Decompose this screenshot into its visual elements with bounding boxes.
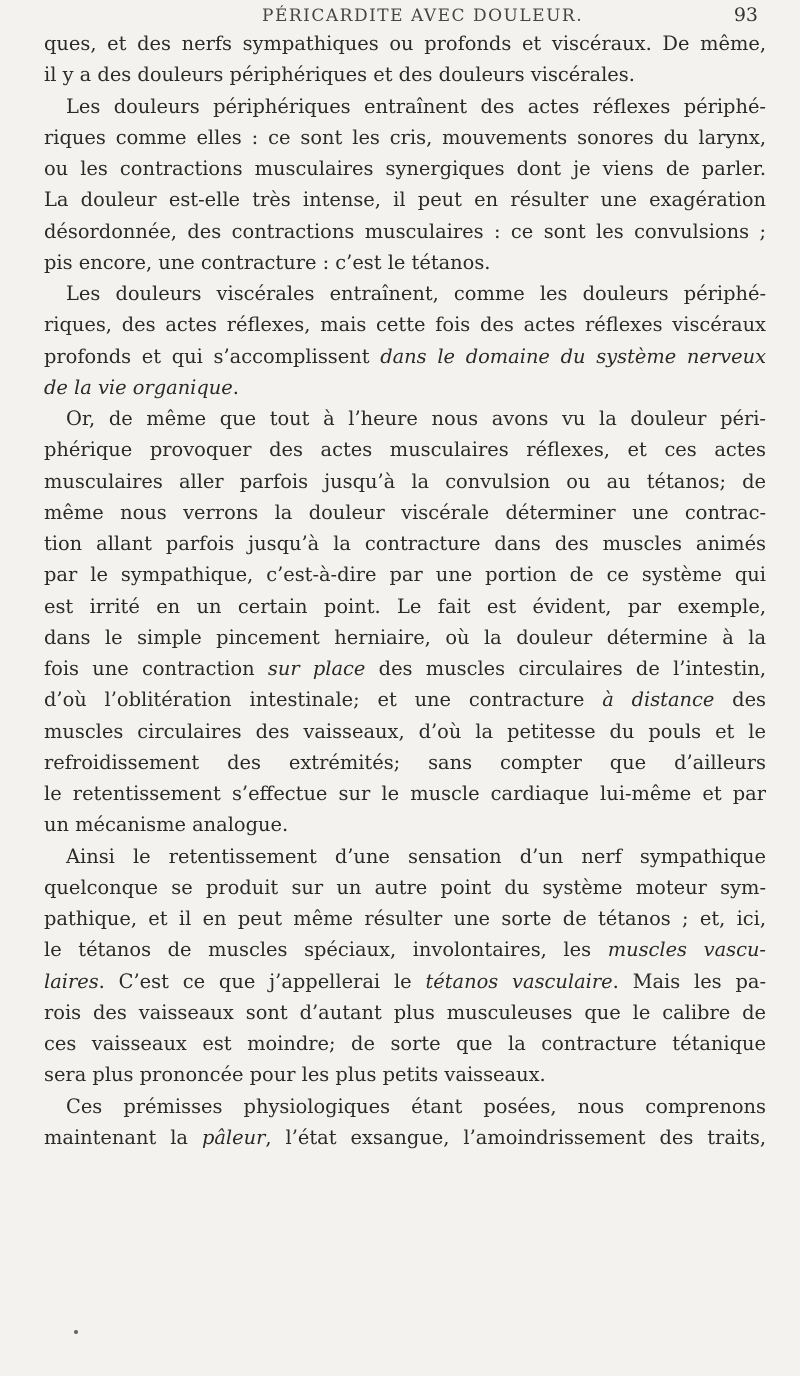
text-line [44, 341, 766, 372]
running-title: PÉRICARDITE AVEC DOULEUR. [262, 6, 584, 26]
text-segment: La douleur est-elle très intense, il peut en résulter une exagération [44, 188, 766, 212]
text-segment: Les douleurs périphériques entraînent des actes réflexes périphé- [66, 94, 766, 118]
italic-text: de la vie organique [44, 375, 233, 399]
text-segment: désordonnée, des contractions musculaires : ce sont les convulsions ; [44, 219, 766, 243]
text-line [44, 466, 766, 497]
text-segment: musculaires aller parfois jusqu’à la convulsion ou au tétanos; de [44, 469, 766, 493]
text-line [44, 653, 766, 684]
text-segment: le tétanos de muscles spéciaux, involontaires, les [44, 938, 608, 962]
text-line [44, 716, 766, 747]
text-segment: rois des vaisseaux sont d’autant plus musculeuses que le calibre de [44, 1000, 766, 1024]
text-line [44, 59, 766, 90]
page-number: 93 [733, 4, 758, 26]
text-segment: est irrité en un certain point. Le fait est évident, par exemple, [44, 594, 766, 618]
text-line [44, 559, 766, 590]
text-line [44, 1122, 766, 1153]
text-line [44, 1091, 766, 1122]
text-line [44, 903, 766, 934]
text-line [44, 184, 766, 215]
text-segment: ou les contractions musculaires synergiques dont je viens de parler. [44, 157, 766, 180]
text-line [44, 528, 766, 559]
text-segment: maintenant la [44, 1125, 202, 1149]
text-line [44, 747, 766, 778]
text-line [44, 997, 766, 1028]
text-segment: Or, de même que tout à l’heure nous avons vu la douleur péri- [66, 407, 766, 430]
text-segment: sera plus prononcée pour les plus petits vaisseaux. [44, 1063, 546, 1087]
text-line [44, 778, 766, 809]
text-segment: par le sympathique, c’est-à-dire par une portion de ce système qui [44, 563, 766, 587]
text-segment: fois une contraction [44, 657, 268, 680]
text-line [44, 1059, 766, 1090]
text-line [44, 591, 766, 622]
text-segment: des [714, 688, 766, 712]
text-segment: Les douleurs viscérales entraînent, comme les douleurs périphé- [66, 282, 766, 305]
text-segment: , l’état exsangue, l’amoindrissement des traits, [265, 1125, 766, 1149]
text-line [44, 28, 766, 59]
ink-speck [74, 1330, 78, 1334]
text-line [44, 153, 766, 184]
text-segment: refroidissement des extrémités; sans compter que d’ailleurs [44, 750, 766, 774]
text-segment: ces vaisseaux est moindre; de sorte que la contracture tétanique [44, 1032, 766, 1055]
italic-text: sur place [267, 657, 366, 680]
text-line [44, 841, 766, 872]
text-line [44, 684, 766, 715]
italic-text: tétanos vasculaire [425, 969, 613, 993]
text-segment: Ces prémisses physiologiques étant posées, nous comprenons [66, 1094, 766, 1118]
text-segment: dans le simple pincement herniaire, où la douleur détermine à la [44, 625, 766, 649]
text-line [44, 247, 766, 278]
text-segment: des muscles circulaires de l’intestin, [365, 657, 766, 680]
text-line [44, 122, 766, 153]
text-segment: riques, des actes réflexes, mais cette fois des actes réflexes viscéraux [44, 313, 766, 337]
text-segment: . [232, 375, 239, 399]
text-line [44, 966, 766, 997]
text-line [44, 403, 766, 434]
body-text [44, 28, 766, 1153]
text-segment: pathique, et il en peut même résulter une sorte de tétanos ; et, ici, [44, 907, 766, 930]
italic-text: dans le domaine du système nerveux [380, 344, 767, 368]
text-line [44, 622, 766, 653]
text-line [44, 216, 766, 247]
italic-text: laires [44, 969, 99, 993]
text-segment: même nous verrons la douleur viscérale déterminer une contrac- [44, 500, 766, 524]
text-line [44, 872, 766, 903]
text-segment: ques, et des nerfs sympathiques ou profonds et viscéraux. De même, [44, 32, 766, 55]
text-line [44, 372, 766, 403]
text-segment: le retentissement s’effectue sur le muscle cardiaque lui-même et par [44, 782, 766, 805]
text-line [44, 497, 766, 528]
text-line [44, 309, 766, 340]
text-segment: d’où l’oblitération intestinale; et une contracture [44, 688, 603, 712]
italic-text: pâleur [201, 1125, 266, 1149]
text-line [44, 934, 766, 965]
running-head [0, 2, 800, 30]
text-line [44, 809, 766, 840]
text-segment: tion allant parfois jusqu’à la contracture dans des muscles animés [44, 532, 766, 555]
italic-text: à distance [602, 688, 715, 712]
text-line [44, 1028, 766, 1059]
text-segment: il y a des douleurs périphériques et des douleurs viscérales. [44, 63, 635, 87]
text-line [44, 278, 766, 309]
text-segment: profonds et qui s’accomplissent [44, 344, 381, 368]
italic-text: muscles vascu- [607, 938, 766, 962]
text-segment: . C’est ce que j’appellerai le [98, 969, 426, 993]
text-segment: pis encore, une contracture : c’est le tétanos. [44, 250, 491, 274]
text-segment: phérique provoquer des actes musculaires réflexes, et ces actes [44, 438, 766, 462]
text-segment: riques comme elles : ce sont les cris, mouvements sonores du larynx, [44, 125, 766, 149]
text-segment: un mécanisme analogue. [44, 813, 289, 837]
text-segment: quelconque se produit sur un autre point du système moteur sym- [44, 875, 766, 899]
text-segment: Ainsi le retentissement d’une sensation d’un nerf sympathique [66, 844, 766, 868]
text-segment: muscles circulaires des vaisseaux, d’où la petitesse du pouls et le [44, 719, 766, 743]
text-segment: . Mais les pa- [612, 969, 766, 993]
text-line [44, 434, 766, 465]
text-line [44, 91, 766, 122]
